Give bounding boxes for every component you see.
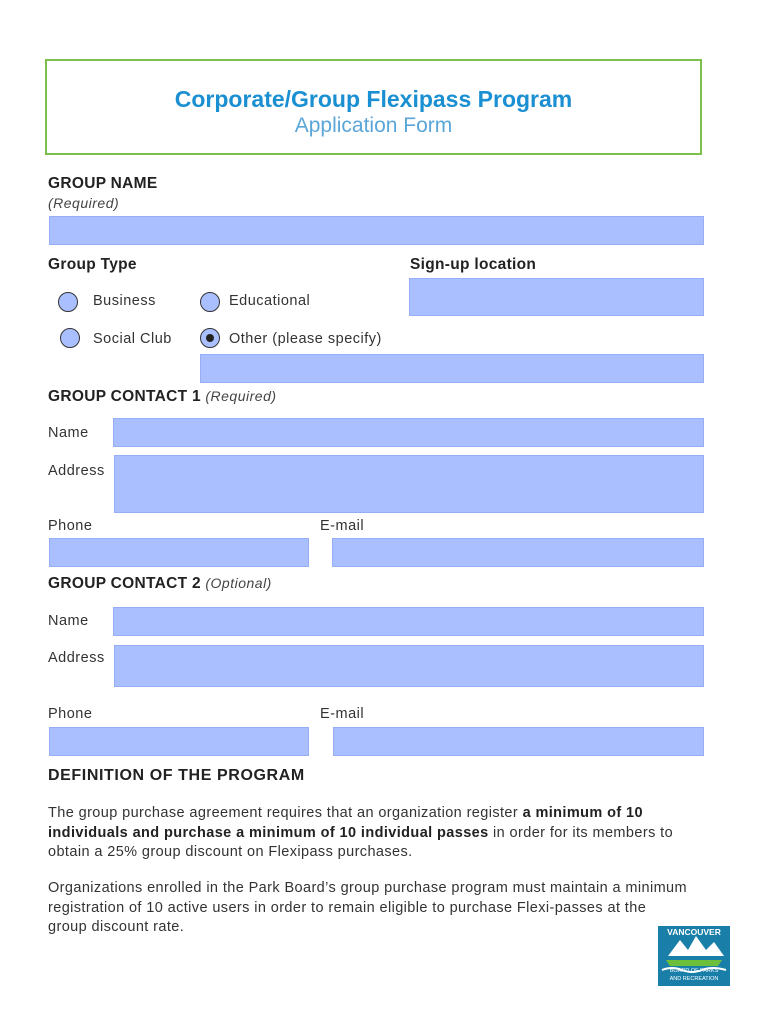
contact2-phone-label: Phone bbox=[48, 706, 93, 722]
radio-business[interactable] bbox=[58, 292, 78, 312]
contact1-phone-input[interactable] bbox=[49, 538, 309, 567]
vancouver-parks-logo bbox=[658, 926, 730, 986]
group-name-heading: GROUP NAME bbox=[48, 175, 158, 192]
radio-educational-label: Educational bbox=[229, 293, 311, 309]
contact2-phone-input[interactable] bbox=[49, 727, 309, 756]
definition-p1-start: The group purchase agreement requires that an organization register bbox=[48, 805, 523, 821]
definition-paragraph-1 bbox=[48, 804, 704, 863]
other-specify-input[interactable] bbox=[200, 354, 704, 383]
form-subtitle: Application Form bbox=[294, 114, 453, 137]
contact2-address-label: Address bbox=[48, 650, 105, 666]
radio-other-label: Other (please specify) bbox=[229, 331, 382, 347]
contact1-email-input[interactable] bbox=[332, 538, 704, 567]
radio-business-label: Business bbox=[93, 293, 156, 309]
contact1-address-input[interactable] bbox=[114, 455, 704, 513]
contact2-heading: GROUP CONTACT 2 bbox=[48, 575, 201, 592]
radio-social-club-label: Social Club bbox=[93, 331, 172, 347]
contact1-name-label: Name bbox=[48, 425, 89, 441]
radio-other[interactable] bbox=[200, 328, 220, 348]
contact2-optional-note: (Optional) bbox=[205, 575, 272, 591]
definition-paragraph-2: Organizations enrolled in the Park Board’s group purchase program must maintain a minimum registration of 10 active users in order to remain eligible to purchase Flexi-passes at the group discount rate. bbox=[48, 880, 687, 935]
contact1-heading: GROUP CONTACT 1 bbox=[48, 388, 201, 405]
definition-p1-bold: a minimum of 10 individuals and purchase a minimum of 10 individual passes bbox=[48, 805, 643, 841]
contact2-email-label: E-mail bbox=[320, 706, 365, 722]
contact2-heading-row bbox=[48, 575, 272, 593]
contact1-email-label: E-mail bbox=[320, 518, 365, 534]
contact1-heading-row bbox=[48, 388, 277, 406]
logo-top-text: VANCOUVER bbox=[667, 927, 721, 937]
signup-location-input[interactable] bbox=[409, 278, 704, 316]
definition-p1-end: in order for its members to obtain a 25% group discount on Flexipass purchases. bbox=[48, 824, 674, 860]
contact1-phone-label: Phone bbox=[48, 518, 93, 534]
logo-line-1: BOARD OF PARKS bbox=[669, 968, 719, 974]
contact2-name-input[interactable] bbox=[113, 607, 704, 636]
group-type-heading: Group Type bbox=[48, 256, 137, 273]
signup-location-heading: Sign-up location bbox=[410, 256, 537, 273]
group-name-input[interactable] bbox=[49, 216, 704, 245]
contact1-required-note: (Required) bbox=[205, 388, 277, 404]
contact1-name-input[interactable] bbox=[113, 418, 704, 447]
radio-social-club[interactable] bbox=[60, 328, 80, 348]
group-name-required-note: (Required) bbox=[48, 195, 120, 211]
contact2-address-input[interactable] bbox=[114, 645, 704, 687]
definition-heading: DEFINITION OF THE PROGRAM bbox=[48, 767, 305, 784]
logo-line-2: AND RECREATION bbox=[669, 976, 719, 982]
contact2-email-input[interactable] bbox=[333, 727, 704, 756]
contact1-address-label: Address bbox=[48, 463, 105, 479]
form-title: Corporate/Group Flexipass Program bbox=[174, 86, 573, 112]
radio-educational[interactable] bbox=[200, 292, 220, 312]
contact2-name-label: Name bbox=[48, 613, 89, 629]
